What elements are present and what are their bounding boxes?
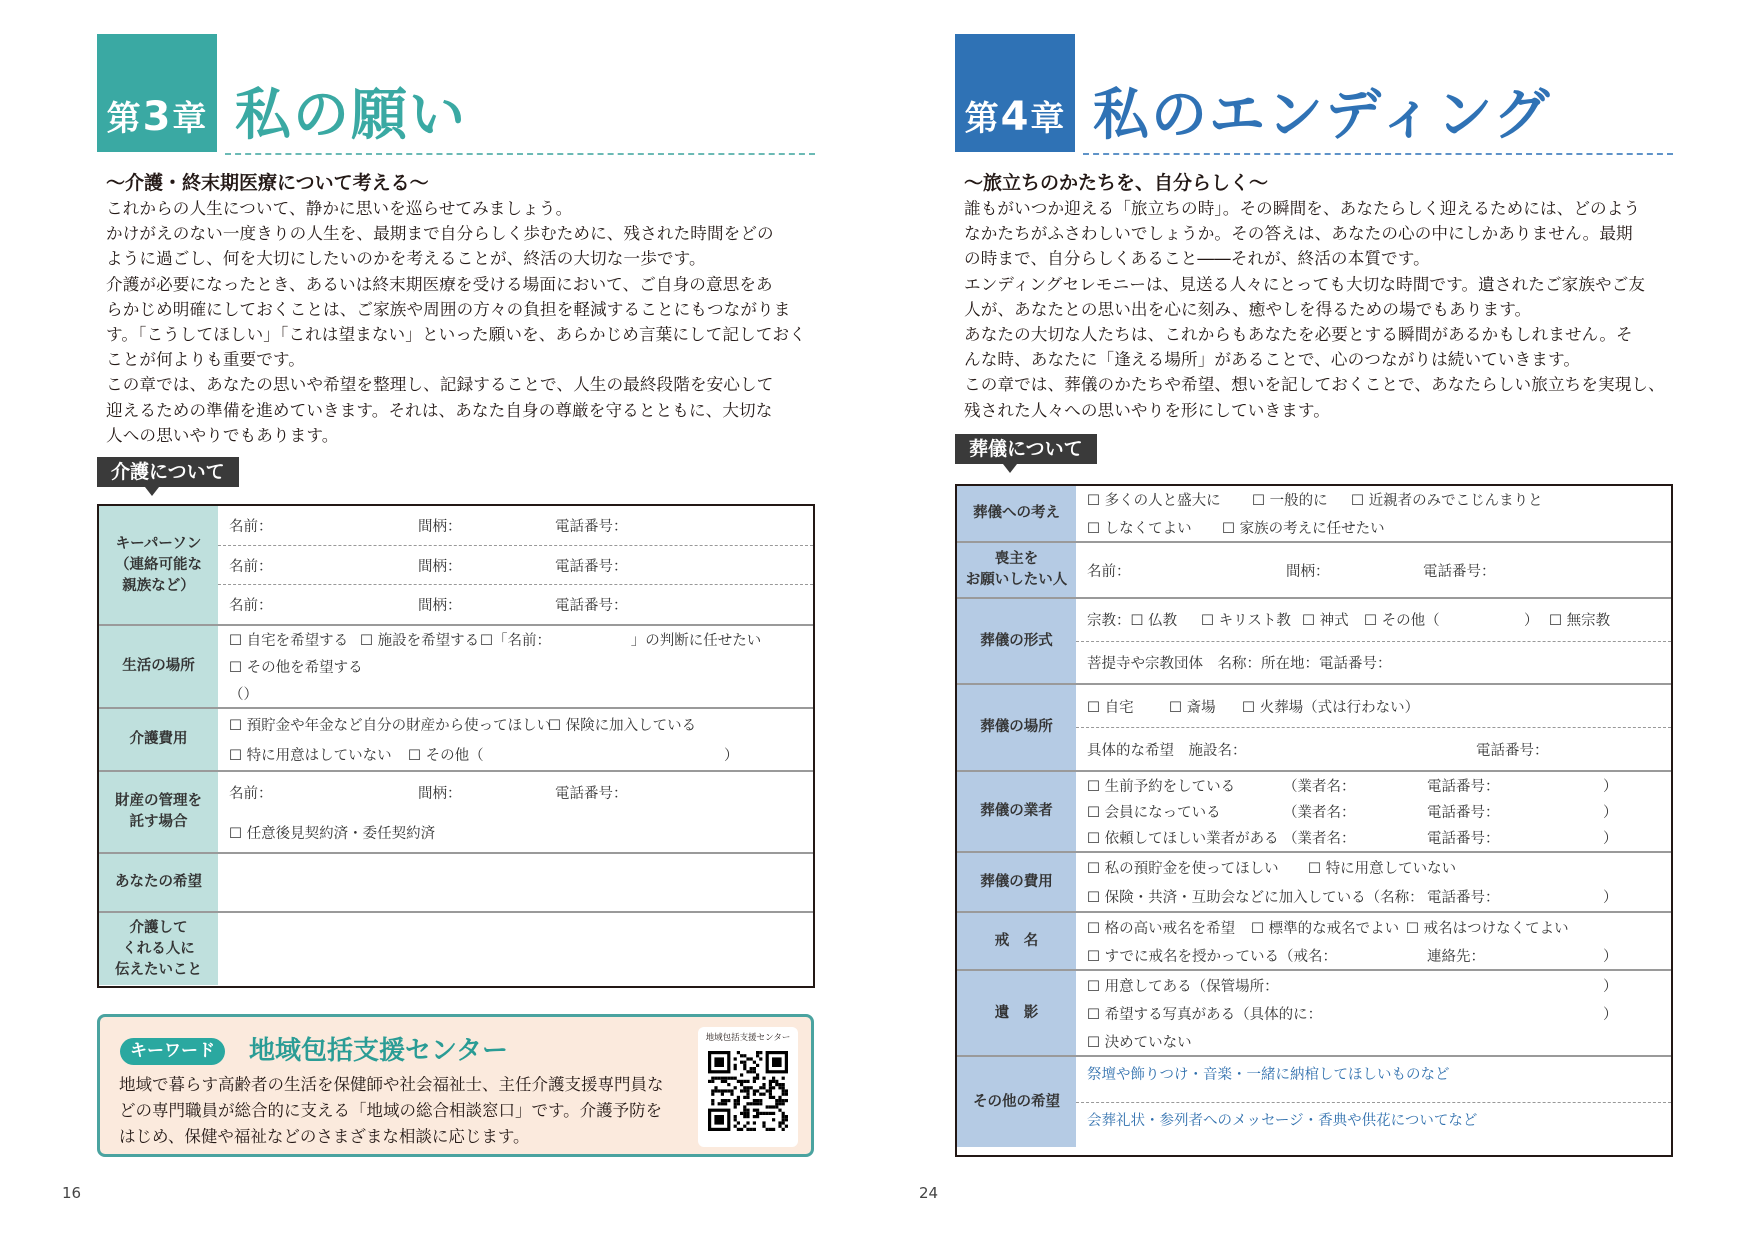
- keyword-title: 地域包括支援センター: [249, 1036, 508, 1066]
- field-text[interactable]: ☐ しなくてよい: [1087, 520, 1192, 537]
- field-text[interactable]: ☐ その他（: [408, 748, 484, 765]
- field-text[interactable]: ☐ 多くの人と盛大に: [1087, 493, 1221, 510]
- field-line: [1076, 486, 1671, 514]
- form-row: [957, 486, 1671, 543]
- row-fields: [218, 772, 813, 852]
- row-fields: [1076, 486, 1671, 541]
- field-line[interactable]: [218, 854, 813, 911]
- field-text: ）: [724, 748, 739, 765]
- field-line: [218, 585, 813, 624]
- field-text: ）: [243, 687, 258, 703]
- field-text[interactable]: ☐ 保険・共済・互助会などに加入している（名称：: [1087, 890, 1424, 906]
- row-label: キーパーソン （連絡可能な 親族など）: [99, 506, 218, 624]
- field-text[interactable]: ☐ 会員になっている: [1087, 804, 1221, 821]
- row-fields: [218, 626, 813, 707]
- row-label: 葬儀への考え: [957, 486, 1076, 541]
- field-text: 電話番号：: [1476, 742, 1549, 759]
- qr-code-icon: [708, 1051, 788, 1131]
- field-text: ）: [1524, 613, 1539, 630]
- chapter-title: 私の願い: [235, 83, 467, 148]
- field-text: 間柄：: [418, 558, 462, 575]
- field-text[interactable]: ☐ その他（: [1364, 613, 1440, 630]
- field-text[interactable]: ☐ 家族の考えに任せたい: [1222, 520, 1385, 537]
- chapter-badge: [97, 34, 217, 152]
- field-text: 電話番号：: [1319, 655, 1392, 672]
- field-text: ）: [1603, 778, 1618, 795]
- chapter-prefix: 第: [106, 99, 142, 139]
- row-fields: [1076, 913, 1671, 969]
- field-text: 電話番号：: [555, 558, 628, 575]
- funeral-form-table: [955, 484, 1673, 1157]
- form-row: [99, 626, 813, 709]
- row-label: 葬儀の形式: [957, 599, 1076, 683]
- row-label: 戒 名: [957, 913, 1076, 969]
- field-text[interactable]: ☐ すでに戒名を授かっている（戒名：: [1087, 948, 1338, 965]
- section-subtitle: ～旅立ちのかたちを、自分らしく～: [964, 172, 1269, 194]
- form-row: [99, 506, 813, 626]
- field-text[interactable]: ☐ 無宗教: [1549, 613, 1611, 630]
- row-fields: [1076, 971, 1671, 1055]
- field-text: 電話番号：: [1427, 890, 1500, 906]
- field-line: [1076, 882, 1671, 911]
- field-text[interactable]: ☐ 自宅を希望する: [229, 633, 349, 649]
- field-text: 電話番号：: [555, 598, 628, 615]
- chapter-title: 私のエンディング: [1093, 83, 1552, 148]
- field-text: （: [229, 687, 244, 703]
- field-line: [218, 772, 813, 812]
- field-text[interactable]: ☐ 用意してある（保管場所：: [1087, 978, 1279, 995]
- field-line: [1076, 999, 1671, 1027]
- form-row: [99, 854, 813, 913]
- keyword-box: [97, 1014, 814, 1157]
- row-fields: [1076, 599, 1671, 683]
- field-text: 名前：: [229, 785, 273, 802]
- row-label: 葬儀の費用: [957, 853, 1076, 911]
- left-page: [0, 0, 877, 1241]
- field-line: [1076, 941, 1671, 969]
- field-line: [1076, 642, 1671, 684]
- row-fields: [1076, 685, 1671, 770]
- field-text: 会葬礼状・参列者へのメッセージ・香典や供花についてなど: [1087, 1112, 1478, 1129]
- row-fields: [1076, 853, 1671, 911]
- form-row: [957, 971, 1671, 1057]
- field-line: [1076, 1027, 1671, 1055]
- title-divider: [225, 153, 815, 155]
- field-text: （業者名：: [1283, 831, 1356, 848]
- field-text[interactable]: ☐ 自宅: [1087, 699, 1134, 716]
- title-divider: [1083, 153, 1673, 155]
- field-text: ）: [1603, 978, 1618, 995]
- field-line: [218, 709, 813, 740]
- field-text: 祭壇や飾りつけ・音楽・一緒に納棺してほしいものなど: [1087, 1067, 1450, 1083]
- field-line: [218, 506, 813, 546]
- field-text: ）: [1603, 890, 1618, 906]
- form-row: [957, 599, 1671, 685]
- field-text: 間柄：: [418, 518, 462, 535]
- keyword-pill: キーワード: [120, 1038, 225, 1065]
- row-label: 介護費用: [99, 709, 218, 770]
- field-text: 名前：: [229, 598, 273, 615]
- field-text: 電話番号：: [555, 785, 628, 802]
- form-row: [957, 853, 1671, 913]
- field-line: [1076, 971, 1671, 999]
- field-text[interactable]: ☐ 斎場: [1169, 699, 1216, 716]
- row-label: 介護して くれる人に 伝えたいこと: [99, 913, 218, 985]
- field-text[interactable]: ☐ 特に用意していない: [1308, 861, 1457, 877]
- chapter-suffix: 章: [172, 99, 208, 139]
- field-text: 菩提寺や宗教団体 名称：: [1087, 655, 1261, 672]
- page-number: 24: [919, 1184, 939, 1202]
- field-line: [1076, 543, 1671, 597]
- field-text[interactable]: ☐ 私の預貯金を使ってほしい: [1087, 861, 1279, 877]
- row-fields: [1076, 1057, 1671, 1147]
- field-text: 電話番号：: [1427, 831, 1500, 848]
- chapter-number: 4: [1000, 94, 1030, 140]
- field-line: [1076, 772, 1671, 798]
- field-text[interactable]: ☐ 希望する写真がある（具体的に：: [1087, 1006, 1323, 1023]
- row-label: 生活の場所: [99, 626, 218, 707]
- section-tag: 葬儀について: [955, 434, 1097, 464]
- section-subtitle: ～介護・終末期医療について考える～: [106, 172, 429, 194]
- row-label: その他の希望: [957, 1057, 1076, 1147]
- field-line: [218, 626, 813, 653]
- field-text[interactable]: ☐ 標準的な戒名でよい: [1251, 920, 1400, 937]
- form-row: [99, 913, 813, 985]
- row-label: 葬儀の業者: [957, 772, 1076, 851]
- chapter-prefix: 第: [964, 99, 1000, 139]
- form-row: [957, 685, 1671, 772]
- section-tag: 介護について: [97, 457, 239, 487]
- field-text[interactable]: ☐ 保険に加入している: [548, 717, 697, 734]
- field-line: [1076, 853, 1671, 882]
- field-line: [218, 546, 813, 586]
- field-text: ）: [1603, 948, 1618, 965]
- field-text[interactable]: ☐ 特に用意はしていない: [229, 748, 392, 765]
- field-text[interactable]: ☐ 神式: [1302, 613, 1349, 630]
- keyword-text: 地域で暮らす高齢者の生活を保健師や社会福祉士、主任介護支援専門員な どの専門職員が総合的に支える「地域の総合相談窓口」です。介護予防を はじめ、保健や福祉などのさまざまな相談に応じます。: [119, 1075, 664, 1146]
- row-fields: [218, 506, 813, 624]
- field-text: 間柄：: [418, 785, 462, 802]
- row-fields: [1076, 543, 1671, 597]
- qr-label: 地域包括支援センター: [705, 1033, 791, 1043]
- form-row: [957, 1057, 1671, 1147]
- field-text[interactable]: ☐ キリスト教: [1201, 613, 1291, 630]
- row-label: 葬儀の場所: [957, 685, 1076, 770]
- field-line: [218, 740, 813, 771]
- care-form-table: [97, 504, 815, 988]
- row-fields: [218, 854, 813, 911]
- field-text: 具体的な希望 施設名：: [1087, 742, 1247, 759]
- field-text: 電話番号：: [555, 518, 628, 535]
- row-fields: [218, 709, 813, 770]
- field-line: [1076, 1057, 1671, 1103]
- field-line: [1076, 798, 1671, 824]
- row-label: 喪主を お願いしたい人: [957, 543, 1076, 597]
- field-line: [1076, 1103, 1671, 1148]
- chapter-number: 3: [142, 94, 172, 140]
- form-row: [99, 772, 813, 854]
- field-line: [218, 812, 813, 852]
- field-text: ）: [1603, 1006, 1618, 1023]
- field-line: [1076, 825, 1671, 851]
- field-text: 連絡先：: [1427, 948, 1485, 965]
- field-text: ）: [1603, 804, 1618, 821]
- field-text: （業者名：: [1283, 778, 1356, 795]
- field-line[interactable]: [218, 913, 813, 985]
- field-line: [1076, 599, 1671, 642]
- field-line: [218, 680, 813, 707]
- row-fields: [1076, 772, 1671, 851]
- field-text[interactable]: ☐ 格の高い戒名を希望: [1087, 920, 1236, 937]
- chapter-suffix: 章: [1030, 99, 1066, 139]
- right-page: [877, 0, 1754, 1241]
- field-line: [1076, 685, 1671, 728]
- field-text: 名前：: [1087, 563, 1131, 580]
- field-text: ）: [1603, 831, 1618, 848]
- page-number: 16: [62, 1184, 82, 1202]
- form-row: [99, 709, 813, 772]
- field-text[interactable]: ☐ 預貯金や年金など自分の財産から使ってほしい: [229, 717, 552, 734]
- field-text[interactable]: ☐ 任意後見契約済・委任契約済: [229, 825, 436, 842]
- field-text: 電話番号：: [1427, 778, 1500, 795]
- form-row: [957, 543, 1671, 599]
- field-line: [1076, 514, 1671, 542]
- field-text[interactable]: ☐ 生前予約をしている: [1087, 778, 1236, 795]
- field-text[interactable]: ☐ その他を希望する: [229, 660, 363, 676]
- chapter-badge: [955, 34, 1075, 152]
- field-text[interactable]: ☐ 火葬場（式は行わない）: [1242, 699, 1420, 716]
- intro-text: 誰もがいつか迎える「旅立ちの時」。その瞬間を、あなたらしく迎えるためには、どのよう なかたちがふさわしいでしょうか。その答えは、あなたの心の中にしかありません。最期 の時まで、自分らしくあること――それが、終活の本質です。 エンディングセレモニーは、見送る人々にとっても大切な時間です。遺されたご家族やご友 人が、あなたとの思い出を心に刻み、癒やしを得るための場でもあります。 あなたの大切な人たちは、これからもあなたを必要とする瞬間があるかもしれません。そ んな時、あなたに「逢える場所」があることで、心のつながりは続いていきます。 この章では、葬儀のかたちや希望、想いを記しておくことで、あなたらしい旅立ちを実現し、 残された人々への思いやりを形にしていきます。: [964, 199, 1665, 420]
- field-text[interactable]: ☐ 一般的に: [1252, 493, 1328, 510]
- field-text[interactable]: 宗教：☐ 仏教: [1087, 613, 1178, 630]
- form-row: [957, 913, 1671, 971]
- row-label: 遺 影: [957, 971, 1076, 1055]
- row-label: あなたの希望: [99, 854, 218, 911]
- row-label: 財産の管理を 託す場合: [99, 772, 218, 852]
- field-text[interactable]: ☐ 戒名はつけなくてよい: [1406, 920, 1569, 937]
- intro-text: これからの人生について、静かに思いを巡らせてみましょう。 かけがえのない一度きりの人生を、最期まで自分らしく歩むために、残された時間をどの ように過ごし、何を大切にしたいのかを考えることが、終活の大切な一歩です。 介護が必要になったとき、あるいは終末期医療を受ける場面において、ご自身の意思をあ らかじめ明確にしておくことは、ご家族や周囲の方々の負担を軽減することにもつながりま す。「こうしてほしい」「これは望まない」といった願いを、あらかじめ言葉にして記しておく ことが何よりも重要です。 この章では、あなたの思いや希望を整理し、記録することで、人生の最終段階を安心して 迎えるための準備を進めていきます。それは、あなた自身の尊厳を守るとともに、大切な 人への思いやりでもあります。: [106, 199, 806, 445]
- field-text: 名前：: [229, 518, 273, 535]
- field-text: （業者名：: [1283, 804, 1356, 821]
- field-line: [1076, 728, 1671, 770]
- field-text: 間柄：: [418, 598, 462, 615]
- field-text[interactable]: ☐ 決めていない: [1087, 1034, 1192, 1051]
- field-line: [218, 653, 813, 680]
- field-text[interactable]: ☐「名前： 」の判断に任せたい: [480, 633, 762, 649]
- field-text: 間柄：: [1286, 563, 1330, 580]
- row-fields: [218, 913, 813, 985]
- field-line: [1076, 913, 1671, 941]
- field-text: 所在地：: [1261, 655, 1319, 672]
- qr-code[interactable]: [698, 1027, 798, 1147]
- field-text: 名前：: [229, 558, 273, 575]
- field-text[interactable]: ☐ 依頼してほしい業者がある: [1087, 831, 1279, 848]
- field-text: 電話番号：: [1427, 804, 1500, 821]
- field-text[interactable]: ☐ 施設を希望する: [360, 633, 480, 649]
- form-row: [957, 772, 1671, 853]
- field-text: 電話番号：: [1423, 563, 1496, 580]
- field-text[interactable]: ☐ 近親者のみでこじんまりと: [1351, 493, 1543, 510]
